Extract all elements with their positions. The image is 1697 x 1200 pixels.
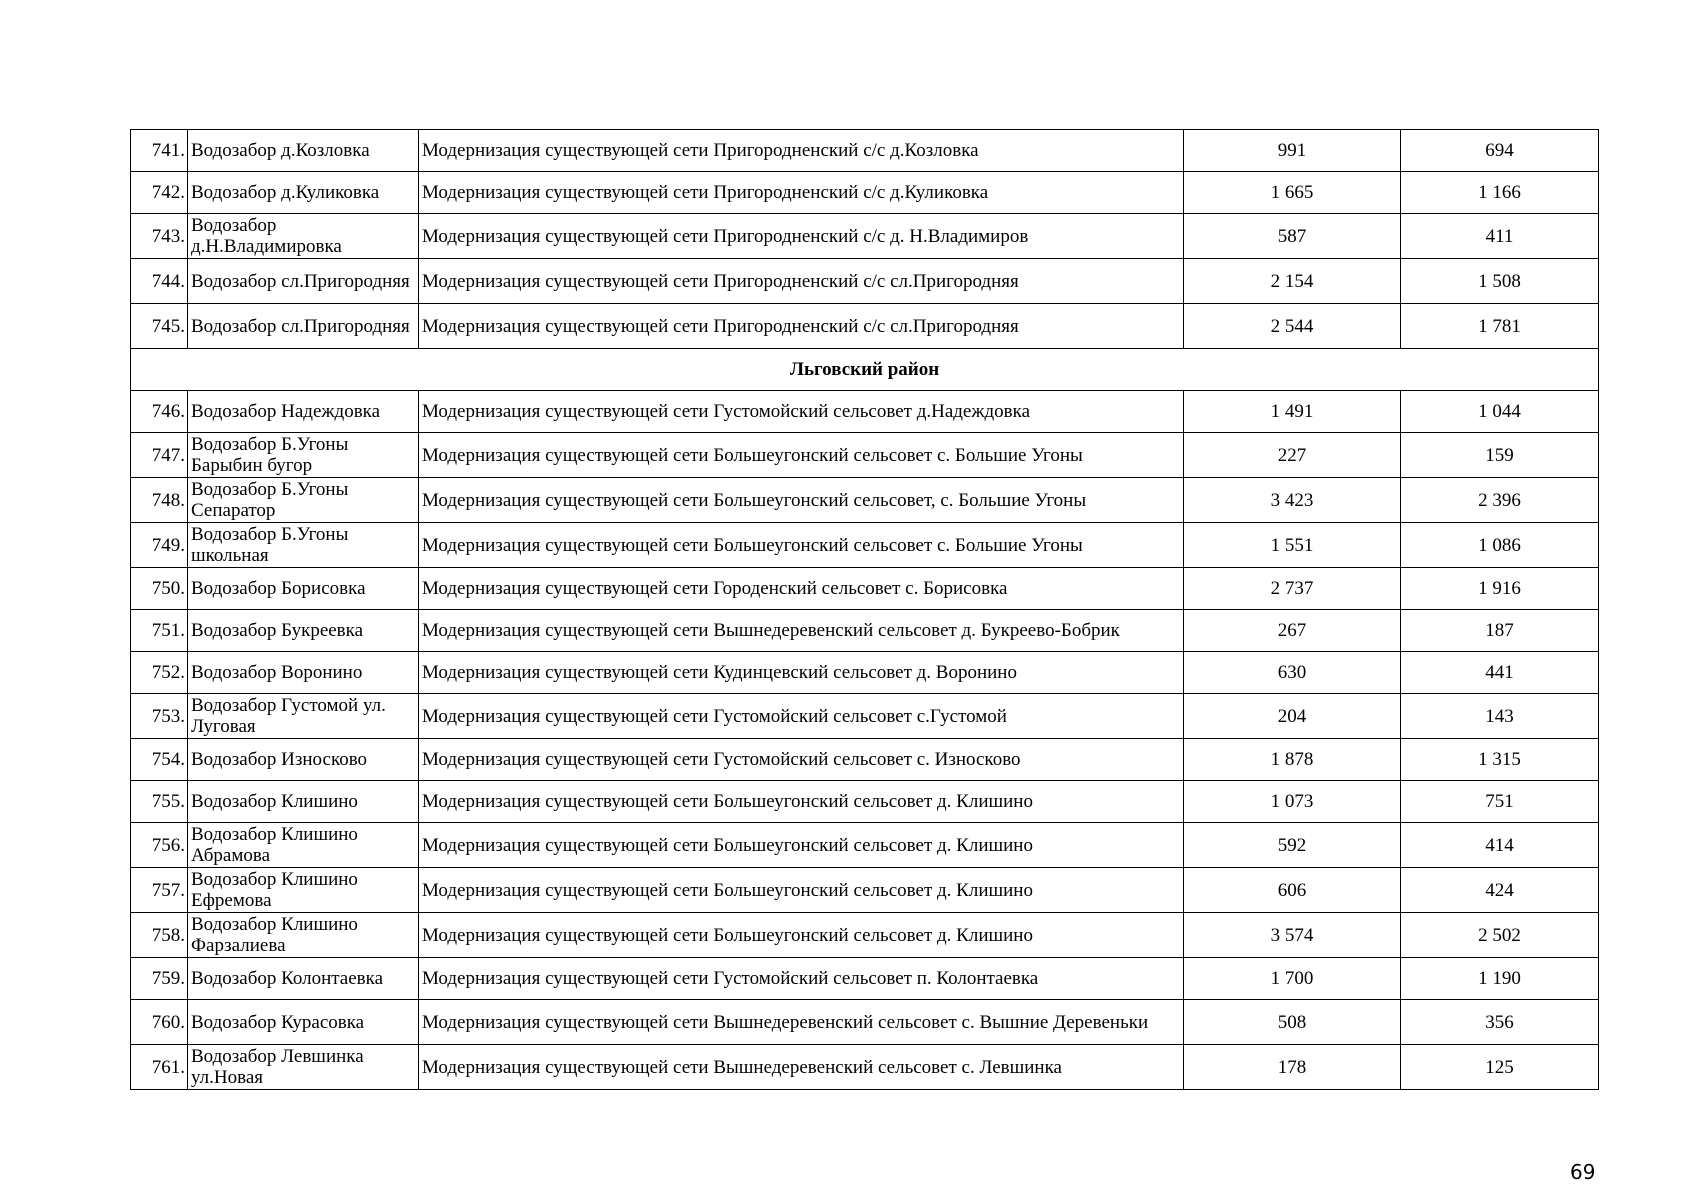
row-number: 753. [131, 694, 188, 739]
value-cell-2: 1 044 [1401, 391, 1599, 433]
value-cell-1: 1 491 [1184, 391, 1401, 433]
value-cell-1: 592 [1184, 823, 1401, 868]
value-cell-2: 441 [1401, 652, 1599, 694]
value-cell-2: 1 916 [1401, 568, 1599, 610]
project-description: Модернизация существующей сети Пригородненский с/с сл.Пригородняя [419, 304, 1184, 349]
water-intake-name: Водозабор Б.Угоны школьная [188, 523, 419, 568]
table-row [131, 781, 1599, 823]
table-row [131, 913, 1599, 958]
water-intake-name: Водозабор Левшинка ул.Новая [188, 1045, 419, 1090]
value-cell-1: 508 [1184, 1000, 1401, 1045]
project-description: Модернизация существующей сети Вышнедеревенский сельсовет д. Букреево-Бобрик [419, 610, 1184, 652]
table-row [131, 739, 1599, 781]
value-cell-2: 356 [1401, 1000, 1599, 1045]
table-row [131, 568, 1599, 610]
value-cell-1: 204 [1184, 694, 1401, 739]
value-cell-1: 1 700 [1184, 958, 1401, 1000]
row-number: 751. [131, 610, 188, 652]
project-description: Модернизация существующей сети Большеугонский сельсовет с. Большие Угоны [419, 523, 1184, 568]
table-row [131, 214, 1599, 259]
water-intake-name: Водозабор Колонтаевка [188, 958, 419, 1000]
value-cell-2: 125 [1401, 1045, 1599, 1090]
value-cell-2: 1 086 [1401, 523, 1599, 568]
table-row [131, 1045, 1599, 1090]
project-description: Модернизация существующей сети Большеугонский сельсовет д. Клишино [419, 823, 1184, 868]
table-row [131, 523, 1599, 568]
table-body [131, 130, 1599, 1090]
water-intake-name: Водозабор Клишино Абрамова [188, 823, 419, 868]
table-row [131, 478, 1599, 523]
water-intake-name: Водозабор Клишино Ефремова [188, 868, 419, 913]
row-number: 760. [131, 1000, 188, 1045]
project-description: Модернизация существующей сети Кудинцевский сельсовет д. Воронино [419, 652, 1184, 694]
value-cell-1: 2 154 [1184, 259, 1401, 304]
value-cell-1: 991 [1184, 130, 1401, 172]
project-description: Модернизация существующей сети Густомойский сельсовет п. Колонтаевка [419, 958, 1184, 1000]
project-description: Модернизация существующей сети Большеугонский сельсовет д. Клишино [419, 868, 1184, 913]
value-cell-2: 1 781 [1401, 304, 1599, 349]
projects-table [130, 129, 1599, 1090]
value-cell-2: 751 [1401, 781, 1599, 823]
row-number: 746. [131, 391, 188, 433]
value-cell-2: 187 [1401, 610, 1599, 652]
page-number: 69 [1570, 1160, 1596, 1184]
value-cell-2: 143 [1401, 694, 1599, 739]
water-intake-name: Водозабор д.Н.Владимировка [188, 214, 419, 259]
water-intake-name: Водозабор Курасовка [188, 1000, 419, 1045]
value-cell-1: 630 [1184, 652, 1401, 694]
value-cell-1: 178 [1184, 1045, 1401, 1090]
project-description: Модернизация существующей сети Пригородненский с/с д.Куликовка [419, 172, 1184, 214]
water-intake-name: Водозабор сл.Пригородняя [188, 259, 419, 304]
table-row [131, 391, 1599, 433]
project-description: Модернизация существующей сети Густомойский сельсовет д.Надеждовка [419, 391, 1184, 433]
row-number: 754. [131, 739, 188, 781]
value-cell-1: 3 574 [1184, 913, 1401, 958]
value-cell-2: 1 166 [1401, 172, 1599, 214]
value-cell-1: 2 737 [1184, 568, 1401, 610]
table-row [131, 304, 1599, 349]
row-number: 759. [131, 958, 188, 1000]
project-description: Модернизация существующей сети Большеугонский сельсовет с. Большие Угоны [419, 433, 1184, 478]
value-cell-1: 2 544 [1184, 304, 1401, 349]
water-intake-name: Водозабор д.Куликовка [188, 172, 419, 214]
value-cell-1: 606 [1184, 868, 1401, 913]
value-cell-1: 1 073 [1184, 781, 1401, 823]
table-row [131, 130, 1599, 172]
table-row [131, 958, 1599, 1000]
water-intake-name: Водозабор Б.Угоны Сепаратор [188, 478, 419, 523]
table-row [131, 172, 1599, 214]
water-intake-name: Водозабор Клишино Фарзалиева [188, 913, 419, 958]
water-intake-name: Водозабор Букреевка [188, 610, 419, 652]
value-cell-1: 1 551 [1184, 523, 1401, 568]
water-intake-name: Водозабор Износково [188, 739, 419, 781]
value-cell-2: 2 396 [1401, 478, 1599, 523]
table-row [131, 1000, 1599, 1045]
row-number: 748. [131, 478, 188, 523]
value-cell-2: 1 315 [1401, 739, 1599, 781]
table-row [131, 259, 1599, 304]
water-intake-name: Водозабор сл.Пригородняя [188, 304, 419, 349]
water-intake-name: Водозабор д.Козловка [188, 130, 419, 172]
row-number: 761. [131, 1045, 188, 1090]
row-number: 747. [131, 433, 188, 478]
row-number: 755. [131, 781, 188, 823]
value-cell-1: 1 878 [1184, 739, 1401, 781]
value-cell-2: 1 508 [1401, 259, 1599, 304]
row-number: 756. [131, 823, 188, 868]
project-description: Модернизация существующей сети Пригородненский с/с д.Козловка [419, 130, 1184, 172]
table-row [131, 610, 1599, 652]
project-description: Модернизация существующей сети Густомойский сельсовет с. Износково [419, 739, 1184, 781]
row-number: 742. [131, 172, 188, 214]
value-cell-1: 267 [1184, 610, 1401, 652]
value-cell-2: 424 [1401, 868, 1599, 913]
row-number: 744. [131, 259, 188, 304]
project-description: Модернизация существующей сети Пригородненский с/с д. Н.Владимиров [419, 214, 1184, 259]
value-cell-2: 411 [1401, 214, 1599, 259]
project-description: Модернизация существующей сети Густомойский сельсовет с.Густомой [419, 694, 1184, 739]
row-number: 752. [131, 652, 188, 694]
value-cell-2: 1 190 [1401, 958, 1599, 1000]
table-row [131, 433, 1599, 478]
project-description: Модернизация существующей сети Большеугонский сельсовет д. Клишино [419, 913, 1184, 958]
row-number: 743. [131, 214, 188, 259]
project-description: Модернизация существующей сети Пригородненский с/с сл.Пригородняя [419, 259, 1184, 304]
project-description: Модернизация существующей сети Вышнедеревенский сельсовет с. Левшинка [419, 1045, 1184, 1090]
table-row [131, 823, 1599, 868]
value-cell-1: 3 423 [1184, 478, 1401, 523]
value-cell-1: 1 665 [1184, 172, 1401, 214]
value-cell-2: 159 [1401, 433, 1599, 478]
water-intake-name: Водозабор Густомой ул. Луговая [188, 694, 419, 739]
water-intake-name: Водозабор Надеждовка [188, 391, 419, 433]
project-description: Модернизация существующей сети Большеугонский сельсовет, с. Большие Угоны [419, 478, 1184, 523]
table-row [131, 694, 1599, 739]
row-number: 758. [131, 913, 188, 958]
row-number: 745. [131, 304, 188, 349]
water-intake-name: Водозабор Б.Угоны Барыбин бугор [188, 433, 419, 478]
value-cell-2: 414 [1401, 823, 1599, 868]
table-row [131, 652, 1599, 694]
row-number: 750. [131, 568, 188, 610]
section-header-row [131, 349, 1599, 391]
value-cell-2: 2 502 [1401, 913, 1599, 958]
water-intake-name: Водозабор Борисовка [188, 568, 419, 610]
water-intake-name: Водозабор Воронино [188, 652, 419, 694]
water-intake-name: Водозабор Клишино [188, 781, 419, 823]
project-description: Модернизация существующей сети Большеугонский сельсовет д. Клишино [419, 781, 1184, 823]
value-cell-1: 227 [1184, 433, 1401, 478]
row-number: 741. [131, 130, 188, 172]
row-number: 757. [131, 868, 188, 913]
table-row [131, 868, 1599, 913]
project-description: Модернизация существующей сети Городенский сельсовет с. Борисовка [419, 568, 1184, 610]
project-description: Модернизация существующей сети Вышнедеревенский сельсовет с. Вышние Деревеньки [419, 1000, 1184, 1045]
section-title: Льговский район [131, 349, 1599, 391]
value-cell-2: 694 [1401, 130, 1599, 172]
value-cell-1: 587 [1184, 214, 1401, 259]
row-number: 749. [131, 523, 188, 568]
